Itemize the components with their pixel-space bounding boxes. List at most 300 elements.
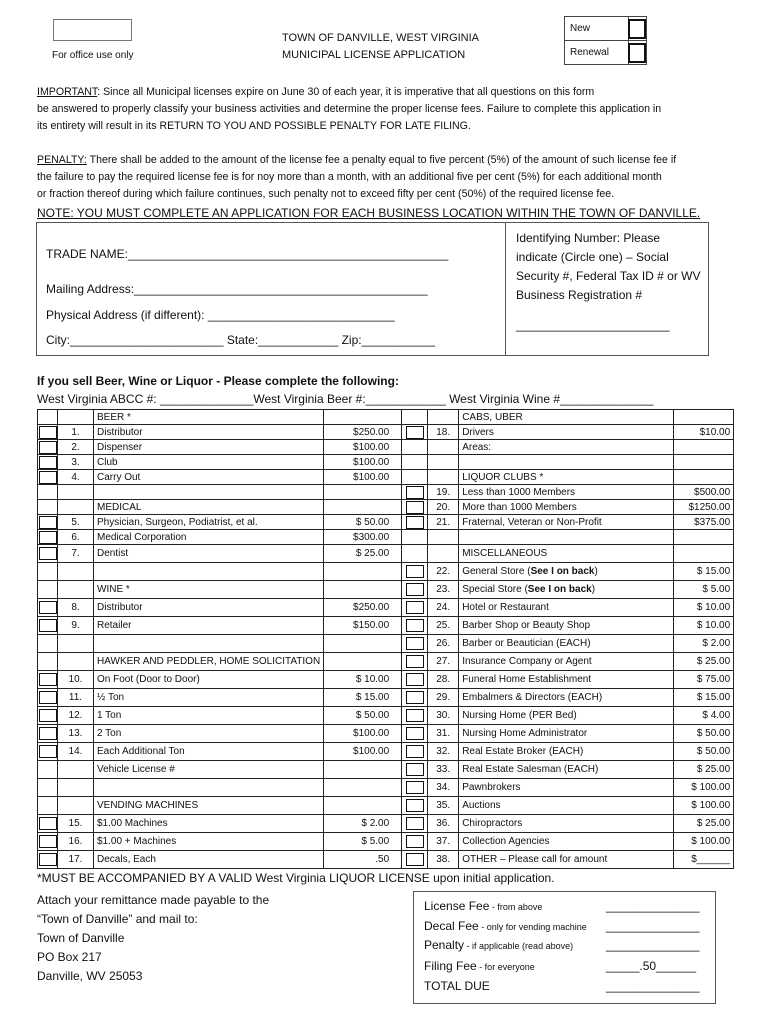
- important-line-1: : Since all Municipal licenses expire on June 30 of each year, it is imperative that all questions on this form: [97, 86, 595, 98]
- right-item-description: Pawnbrokers: [459, 779, 674, 797]
- right-item-number: [428, 410, 459, 425]
- left-item-fee: [324, 410, 402, 425]
- license-row: [38, 815, 734, 833]
- left-item-description: WINE *: [94, 581, 324, 599]
- right-item-fee: $ 100.00: [674, 797, 734, 815]
- right-checkbox-cell: [402, 653, 428, 671]
- remit-line-4: PO Box 217: [37, 950, 102, 964]
- right-item-description: Auctions: [459, 797, 674, 815]
- left-item-description: 1 Ton: [94, 707, 324, 725]
- city-state-zip-field[interactable]: City:_______________________ State:____________ Zip:___________: [46, 333, 436, 347]
- left-item-fee: [324, 581, 402, 599]
- license-fee-label: License Fee - from above: [424, 899, 543, 913]
- left-item-fee: [324, 797, 402, 815]
- total-due-label: TOTAL DUE: [424, 979, 490, 993]
- renewal-checkbox-cell: [629, 41, 647, 65]
- left-item-fee: [324, 779, 402, 797]
- left-item-description: Distributor: [94, 599, 324, 617]
- right-item-fee: $ 4.00: [674, 707, 734, 725]
- right-item-description: [459, 455, 674, 470]
- right-item-description: Embalmers & Directors (EACH): [459, 689, 674, 707]
- new-label: New: [565, 17, 629, 41]
- left-license-checkbox[interactable]: [39, 673, 57, 686]
- left-checkbox-cell: [38, 440, 58, 455]
- left-checkbox-cell: [38, 833, 58, 851]
- left-item-description: ½ Ton: [94, 689, 324, 707]
- penalty-line-2: the failure to pay the required license fee is for noy more than a month, with an additional five per cent (5%) for each additional month: [37, 171, 662, 183]
- right-checkbox-cell: [402, 815, 428, 833]
- right-license-checkbox[interactable]: [406, 673, 424, 686]
- right-checkbox-cell: [402, 485, 428, 500]
- license-numbers-line[interactable]: West Virginia ABCC #: ______________West Virginia Beer #:____________ West Virginia Wine #______________: [37, 392, 654, 406]
- penalty-paragraph: [37, 152, 735, 203]
- renewal-checkbox[interactable]: [628, 43, 646, 63]
- right-checkbox-cell: [402, 440, 428, 455]
- right-item-description: Special Store (See I on back): [459, 581, 674, 599]
- right-license-checkbox[interactable]: [406, 853, 424, 866]
- right-item-number: 32.: [428, 743, 459, 761]
- right-item-number: 27.: [428, 653, 459, 671]
- left-item-number: [58, 761, 94, 779]
- license-row: [38, 440, 734, 455]
- right-item-fee: [674, 455, 734, 470]
- remit-line-3: Town of Danville: [37, 931, 125, 945]
- left-license-checkbox[interactable]: [39, 853, 57, 866]
- right-item-number: [428, 440, 459, 455]
- right-item-description: Real Estate Broker (EACH): [459, 743, 674, 761]
- left-item-fee: [324, 653, 402, 671]
- right-item-description: CABS, UBER: [459, 410, 674, 425]
- right-checkbox-cell: [402, 455, 428, 470]
- license-row: [38, 410, 734, 425]
- right-item-number: 28.: [428, 671, 459, 689]
- left-item-fee: $100.00: [324, 440, 402, 455]
- right-item-description: Drivers: [459, 425, 674, 440]
- important-paragraph: [37, 84, 735, 135]
- left-item-fee: $ 50.00: [324, 707, 402, 725]
- license-row: [38, 725, 734, 743]
- left-item-number: 2.: [58, 440, 94, 455]
- right-item-number: 37.: [428, 833, 459, 851]
- right-checkbox-cell: [402, 689, 428, 707]
- right-item-number: 35.: [428, 797, 459, 815]
- left-checkbox-cell: [38, 815, 58, 833]
- left-license-checkbox[interactable]: [39, 456, 57, 469]
- left-checkbox-cell: [38, 851, 58, 869]
- left-item-fee: $ 5.00: [324, 833, 402, 851]
- left-checkbox-cell: [38, 545, 58, 563]
- right-item-number: 18.: [428, 425, 459, 440]
- right-item-number: 26.: [428, 635, 459, 653]
- left-item-description: Dentist: [94, 545, 324, 563]
- left-item-fee: $300.00: [324, 530, 402, 545]
- license-row: [38, 470, 734, 485]
- left-license-checkbox[interactable]: [39, 531, 57, 544]
- right-item-fee: $ 15.00: [674, 563, 734, 581]
- right-license-checkbox[interactable]: [406, 601, 424, 614]
- left-checkbox-cell: [38, 563, 58, 581]
- right-checkbox-cell: [402, 635, 428, 653]
- penalty-heading: PENALTY:: [37, 154, 87, 166]
- left-item-description: Medical Corporation: [94, 530, 324, 545]
- license-row: [38, 653, 734, 671]
- right-item-description: Chiropractors: [459, 815, 674, 833]
- right-item-number: 20.: [428, 500, 459, 515]
- right-checkbox-cell: [402, 581, 428, 599]
- left-item-number: 8.: [58, 599, 94, 617]
- liquor-license-footnote: *MUST BE ACCOMPANIED BY A VALID West Virginia LIQUOR LICENSE upon initial application.: [37, 871, 555, 885]
- left-item-fee: [324, 761, 402, 779]
- left-item-description: On Foot (Door to Door): [94, 671, 324, 689]
- right-license-checkbox[interactable]: [406, 501, 424, 514]
- left-item-number: 4.: [58, 470, 94, 485]
- left-item-number: 13.: [58, 725, 94, 743]
- left-checkbox-cell: [38, 455, 58, 470]
- left-item-number: 3.: [58, 455, 94, 470]
- license-row: [38, 581, 734, 599]
- penalty-line-1: There shall be added to the amount of the license fee a penalty equal to five percent (5%) of the amount of such license fee if: [86, 154, 677, 166]
- business-info-box: [36, 222, 709, 356]
- left-item-fee: $ 10.00: [324, 671, 402, 689]
- license-row: [38, 425, 734, 440]
- filing-fee-label: Filing Fee - for everyone: [424, 959, 535, 973]
- filing-fee-field[interactable]: _____.50______: [606, 959, 697, 973]
- license-row: [38, 485, 734, 500]
- left-checkbox-cell: [38, 653, 58, 671]
- right-item-fee: $______: [674, 851, 734, 869]
- left-license-checkbox[interactable]: [39, 601, 57, 614]
- right-item-number: 29.: [428, 689, 459, 707]
- right-checkbox-cell: [402, 530, 428, 545]
- remit-line-5: Danville, WV 25053: [37, 969, 143, 983]
- right-license-checkbox[interactable]: [406, 709, 424, 722]
- mailing-address-field[interactable]: Mailing Address:____________________________________________: [46, 282, 428, 296]
- trade-name-field[interactable]: TRADE NAME:________________________________________________: [46, 247, 449, 261]
- left-license-checkbox[interactable]: [39, 709, 57, 722]
- right-item-fee: $ 50.00: [674, 725, 734, 743]
- physical-address-field[interactable]: Physical Address (if different): ____________________________: [46, 308, 395, 322]
- left-item-fee: $250.00: [324, 599, 402, 617]
- left-item-description: Retailer: [94, 617, 324, 635]
- left-item-number: [58, 581, 94, 599]
- license-row: [38, 851, 734, 869]
- left-checkbox-cell: [38, 599, 58, 617]
- right-license-checkbox[interactable]: [406, 817, 424, 830]
- right-item-number: [428, 530, 459, 545]
- left-item-fee: $250.00: [324, 425, 402, 440]
- left-item-description: [94, 485, 324, 500]
- right-item-fee: $10.00: [674, 425, 734, 440]
- left-checkbox-cell: [38, 725, 58, 743]
- right-item-fee: [674, 545, 734, 563]
- right-checkbox-cell: [402, 515, 428, 530]
- left-license-checkbox[interactable]: [39, 835, 57, 848]
- left-checkbox-cell: [38, 470, 58, 485]
- left-item-number: 14.: [58, 743, 94, 761]
- right-checkbox-cell: [402, 851, 428, 869]
- left-item-number: 15.: [58, 815, 94, 833]
- form-name: MUNICIPAL LICENSE APPLICATION: [282, 49, 466, 61]
- left-item-fee: [324, 500, 402, 515]
- left-item-number: 6.: [58, 530, 94, 545]
- left-item-number: 1.: [58, 425, 94, 440]
- license-row: [38, 530, 734, 545]
- left-item-description: Distributor: [94, 425, 324, 440]
- left-license-checkbox[interactable]: [39, 516, 57, 529]
- left-item-description: [94, 563, 324, 581]
- right-license-checkbox[interactable]: [406, 516, 424, 529]
- right-item-description: Hotel or Restaurant: [459, 599, 674, 617]
- right-item-number: [428, 455, 459, 470]
- right-item-number: 38.: [428, 851, 459, 869]
- important-heading: IMPORTANT: [37, 86, 98, 98]
- right-item-fee: [674, 530, 734, 545]
- right-checkbox-cell: [402, 410, 428, 425]
- left-item-description: BEER *: [94, 410, 324, 425]
- left-item-fee: $100.00: [324, 455, 402, 470]
- left-license-checkbox[interactable]: [39, 547, 57, 560]
- left-item-fee: $100.00: [324, 470, 402, 485]
- left-item-description: Each Additional Ton: [94, 743, 324, 761]
- left-item-number: [58, 485, 94, 500]
- left-checkbox-cell: [38, 671, 58, 689]
- right-item-description: Collection Agencies: [459, 833, 674, 851]
- right-item-description: More than 1000 Members: [459, 500, 674, 515]
- right-license-checkbox[interactable]: [406, 486, 424, 499]
- left-item-number: [58, 797, 94, 815]
- right-item-number: 24.: [428, 599, 459, 617]
- left-checkbox-cell: [38, 635, 58, 653]
- license-row: [38, 779, 734, 797]
- right-checkbox-cell: [402, 470, 428, 485]
- right-license-checkbox[interactable]: [406, 426, 424, 439]
- right-item-fee: $ 10.00: [674, 617, 734, 635]
- license-row: [38, 617, 734, 635]
- right-item-number: 34.: [428, 779, 459, 797]
- right-item-number: [428, 545, 459, 563]
- right-license-checkbox[interactable]: [406, 727, 424, 740]
- left-item-description: MEDICAL: [94, 500, 324, 515]
- left-item-number: [58, 410, 94, 425]
- left-license-checkbox[interactable]: [39, 745, 57, 758]
- right-license-checkbox[interactable]: [406, 799, 424, 812]
- left-item-description: [94, 779, 324, 797]
- right-license-checkbox[interactable]: [406, 655, 424, 668]
- left-checkbox-cell: [38, 707, 58, 725]
- left-item-description: [94, 635, 324, 653]
- left-checkbox-cell: [38, 500, 58, 515]
- right-item-description: OTHER – Please call for amount: [459, 851, 674, 869]
- right-item-number: 21.: [428, 515, 459, 530]
- left-license-checkbox[interactable]: [39, 727, 57, 740]
- left-item-number: 11.: [58, 689, 94, 707]
- right-item-fee: $ 100.00: [674, 833, 734, 851]
- right-license-checkbox[interactable]: [406, 583, 424, 596]
- new-checkbox[interactable]: [628, 19, 646, 39]
- left-checkbox-cell: [38, 485, 58, 500]
- license-row: [38, 635, 734, 653]
- left-item-number: 17.: [58, 851, 94, 869]
- right-checkbox-cell: [402, 617, 428, 635]
- decal-fee-label: Decal Fee - only for vending machine: [424, 919, 587, 933]
- fee-summary-box: [413, 891, 716, 1004]
- left-license-checkbox[interactable]: [39, 426, 57, 439]
- right-license-checkbox[interactable]: [406, 691, 424, 704]
- right-license-checkbox[interactable]: [406, 745, 424, 758]
- right-item-description: Nursing Home Administrator: [459, 725, 674, 743]
- right-item-description: Funeral Home Establishment: [459, 671, 674, 689]
- left-item-description: Carry Out: [94, 470, 324, 485]
- right-checkbox-cell: [402, 425, 428, 440]
- right-item-fee: $ 100.00: [674, 779, 734, 797]
- right-item-description: Barber Shop or Beauty Shop: [459, 617, 674, 635]
- total-due-field[interactable]: ______________: [606, 979, 700, 993]
- right-checkbox-cell: [402, 545, 428, 563]
- right-item-fee: $ 50.00: [674, 743, 734, 761]
- right-item-fee: $ 25.00: [674, 653, 734, 671]
- penalty-line-3: or fraction thereof during which failure continues, such penalty not to exceed fifty per cent (50%) of the required license fee.: [37, 188, 615, 200]
- left-item-number: 7.: [58, 545, 94, 563]
- right-license-checkbox[interactable]: [406, 619, 424, 632]
- town-name: TOWN OF DANVILLE, WEST VIRGINIA: [282, 32, 480, 44]
- license-fee-field[interactable]: ______________: [606, 899, 700, 913]
- left-checkbox-cell: [38, 581, 58, 599]
- left-item-description: Vehicle License #: [94, 761, 324, 779]
- right-checkbox-cell: [402, 599, 428, 617]
- left-item-number: 16.: [58, 833, 94, 851]
- left-item-number: [58, 779, 94, 797]
- right-item-description: MISCELLANEOUS: [459, 545, 674, 563]
- important-line-3: its entirety will result in its RETURN TO YOU AND POSSIBLE PENALTY FOR LATE FILING.: [37, 120, 471, 132]
- right-item-fee: $500.00: [674, 485, 734, 500]
- identifying-number-instructions: Identifying Number: Please indicate (Circle one) – Social Security #, Federal Tax ID # or WV Business Registration #: [516, 231, 701, 302]
- right-license-checkbox[interactable]: [406, 565, 424, 578]
- right-license-checkbox[interactable]: [406, 763, 424, 776]
- license-row: [38, 761, 734, 779]
- left-license-checkbox[interactable]: [39, 619, 57, 632]
- right-item-fee: $ 15.00: [674, 689, 734, 707]
- right-item-description: Areas:: [459, 440, 674, 455]
- license-row: [38, 563, 734, 581]
- left-item-fee: [324, 485, 402, 500]
- left-item-fee: $100.00: [324, 725, 402, 743]
- left-item-fee: $ 50.00: [324, 515, 402, 530]
- right-item-fee: [674, 470, 734, 485]
- left-item-fee: $ 25.00: [324, 545, 402, 563]
- left-license-checkbox[interactable]: [39, 471, 57, 484]
- liquor-section-heading: If you sell Beer, Wine or Liquor - Please complete the following:: [37, 374, 399, 388]
- left-item-fee: [324, 635, 402, 653]
- right-item-number: 36.: [428, 815, 459, 833]
- left-item-number: [58, 653, 94, 671]
- right-license-checkbox[interactable]: [406, 835, 424, 848]
- right-item-description: [459, 530, 674, 545]
- right-checkbox-cell: [402, 797, 428, 815]
- license-row: [38, 599, 734, 617]
- right-item-number: 30.: [428, 707, 459, 725]
- left-license-checkbox[interactable]: [39, 691, 57, 704]
- right-checkbox-cell: [402, 500, 428, 515]
- location-note: NOTE: YOU MUST COMPLETE AN APPLICATION FOR EACH BUSINESS LOCATION WITHIN THE TOWN OF DANVILLE.: [37, 206, 701, 220]
- license-row: [38, 500, 734, 515]
- left-item-fee: $150.00: [324, 617, 402, 635]
- right-license-checkbox[interactable]: [406, 637, 424, 650]
- right-checkbox-cell: [402, 725, 428, 743]
- left-item-number: [58, 563, 94, 581]
- left-item-fee: $ 15.00: [324, 689, 402, 707]
- penalty-fee-field[interactable]: ______________: [606, 938, 700, 952]
- license-row: [38, 515, 734, 530]
- left-item-fee: [324, 563, 402, 581]
- left-checkbox-cell: [38, 689, 58, 707]
- left-item-description: Physician, Surgeon, Podiatrist, et al.: [94, 515, 324, 530]
- decal-fee-field[interactable]: ______________: [606, 919, 700, 933]
- left-checkbox-cell: [38, 779, 58, 797]
- office-use-label: For office use only: [52, 50, 134, 61]
- right-item-number: 25.: [428, 617, 459, 635]
- right-item-description: Real Estate Salesman (EACH): [459, 761, 674, 779]
- license-row: [38, 689, 734, 707]
- identifying-number-field[interactable]: _______________________: [516, 318, 670, 332]
- right-checkbox-cell: [402, 671, 428, 689]
- left-item-description: Decals, Each: [94, 851, 324, 869]
- left-checkbox-cell: [38, 425, 58, 440]
- right-item-number: [428, 470, 459, 485]
- penalty-fee-label: Penalty - if applicable (read above): [424, 938, 574, 952]
- left-license-checkbox[interactable]: [39, 441, 57, 454]
- right-item-fee: $ 75.00: [674, 671, 734, 689]
- left-item-number: 5.: [58, 515, 94, 530]
- right-item-number: 33.: [428, 761, 459, 779]
- right-item-description: Barber or Beautician (EACH): [459, 635, 674, 653]
- left-item-description: VENDING MACHINES: [94, 797, 324, 815]
- right-item-number: 23.: [428, 581, 459, 599]
- right-item-number: 31.: [428, 725, 459, 743]
- left-item-number: 12.: [58, 707, 94, 725]
- left-checkbox-cell: [38, 743, 58, 761]
- right-item-fee: $ 25.00: [674, 761, 734, 779]
- right-item-description: Insurance Company or Agent: [459, 653, 674, 671]
- left-checkbox-cell: [38, 515, 58, 530]
- right-checkbox-cell: [402, 779, 428, 797]
- right-item-description: LIQUOR CLUBS *: [459, 470, 674, 485]
- license-row: [38, 833, 734, 851]
- left-item-description: Dispenser: [94, 440, 324, 455]
- office-use-box[interactable]: [53, 19, 132, 41]
- right-license-checkbox[interactable]: [406, 781, 424, 794]
- license-row: [38, 455, 734, 470]
- left-item-fee: $ 2.00: [324, 815, 402, 833]
- right-item-number: 19.: [428, 485, 459, 500]
- left-license-checkbox[interactable]: [39, 817, 57, 830]
- right-item-description: Less than 1000 Members: [459, 485, 674, 500]
- left-item-description: Club: [94, 455, 324, 470]
- left-checkbox-cell: [38, 410, 58, 425]
- right-item-fee: $1250.00: [674, 500, 734, 515]
- left-item-number: 9.: [58, 617, 94, 635]
- right-item-description: Nursing Home (PER Bed): [459, 707, 674, 725]
- remit-line-1: Attach your remittance made payable to the: [37, 893, 270, 907]
- left-checkbox-cell: [38, 761, 58, 779]
- remit-line-2: “Town of Danville” and mail to:: [37, 912, 198, 926]
- left-checkbox-cell: [38, 617, 58, 635]
- right-item-fee: $ 25.00: [674, 815, 734, 833]
- right-item-description: General Store (See I on back): [459, 563, 674, 581]
- right-item-fee: $ 5.00: [674, 581, 734, 599]
- license-row: [38, 707, 734, 725]
- new-renewal-table: [564, 16, 647, 65]
- important-line-2: be answered to properly classify your business activities and determine the proper license fees. Failure to complete this application in: [37, 103, 662, 115]
